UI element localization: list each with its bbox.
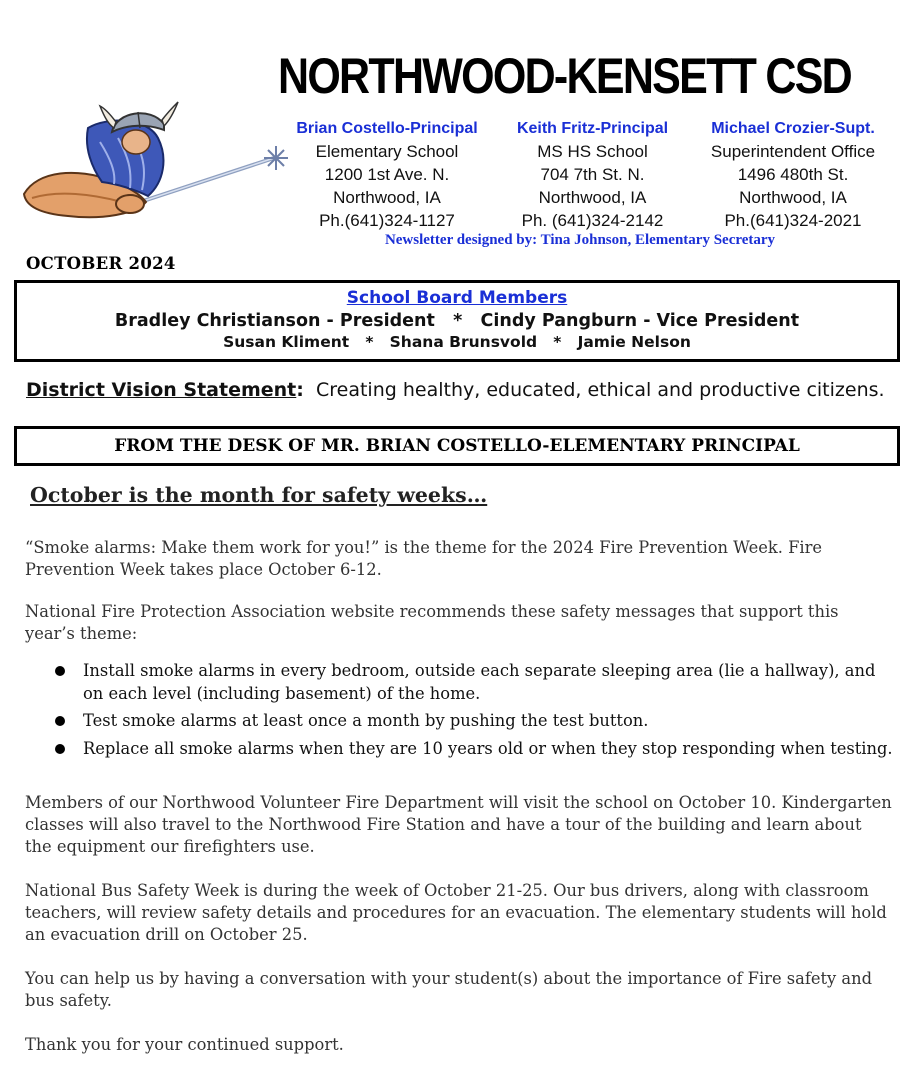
contact-office: Superintendent Office [710, 142, 876, 161]
contact-address: 1200 1st Ave. N. [324, 165, 450, 184]
contact-city: Northwood, IA [538, 188, 647, 207]
article-paragraph: Members of our Northwood Volunteer Fire Department will visit the school on October 10. Kindergarten classes will also travel to the Northwood Fire Station and have a tour of the building and learn about the equipment our firefighters use. [25, 793, 892, 856]
bullet-icon [55, 744, 65, 754]
list-item [55, 660, 900, 705]
contact-phone: Ph.(641)324-1127 [319, 211, 455, 230]
contact-city: Northwood, IA [739, 188, 847, 207]
vision-statement: District Vision Statement: Creating healthy, educated, ethical and productive citizens. [26, 379, 885, 401]
safety-tips-list [55, 660, 900, 765]
viking-mascot-icon [18, 98, 290, 228]
list-item-text: Test smoke alarms at least once a month by pushing the test button. [83, 711, 649, 730]
issue-date: OCTOBER 2024 [26, 254, 176, 273]
contact-address: 704 7th St. N. [540, 165, 645, 184]
contact-phone: Ph. (641)324-2142 [521, 211, 664, 230]
list-item-text: Replace all smoke alarms when they are 10 years old or when they stop responding when testing. [83, 738, 893, 758]
article-heading: October is the month for safety weeks… [30, 483, 488, 507]
list-item [55, 710, 900, 733]
contact-city: Northwood, IA [333, 188, 441, 207]
article-paragraph: National Bus Safety Week is during the week of October 21-25. Our bus drivers, along with classroom teachers, will review safety details and procedures for an evacuation. The elementary students will hold an evacuation drill on October 25. [25, 881, 887, 944]
article-paragraph: You can help us by having a conversation with your student(s) about the importance of Fire safety and bus safety. [25, 969, 873, 1010]
vision-text: Creating healthy, educated, ethical and productive citizens. [315, 379, 885, 401]
contact-address: 1496 480th St. [737, 165, 849, 184]
article-paragraph: “Smoke alarms: Make them work for you!” is the theme for the 2024 Fire Prevention Week. Fire Prevention Week takes place October 6-12. [25, 538, 823, 579]
bullet-icon [55, 716, 65, 726]
board-title: School Board Members [346, 288, 568, 308]
article-paragraph: National Fire Protection Association website recommends these safety messages that support this year’s theme: [25, 602, 839, 643]
contact-name: Keith Fritz-Principal [516, 120, 669, 137]
contact-elementary [282, 117, 492, 232]
desk-banner: FROM THE DESK OF MR. BRIAN COSTELLO-ELEMENTARY PRINCIPAL [14, 426, 900, 466]
article-closing: Thank you for your continued support. [25, 1035, 344, 1054]
school-board-box [14, 280, 900, 362]
list-item-text: Install smoke alarms in every bedroom, outside each separate sleeping area (lie a hallway), and on each level (including basement) of the home. [83, 661, 876, 703]
board-members: Susan Kliment * Shana Brunsvold * Jamie Nelson [223, 333, 691, 351]
contact-ms-hs [500, 117, 685, 232]
vision-label: District Vision Statement [26, 379, 297, 401]
board-officers: Bradley Christianson - President * Cindy Pangburn - Vice President [114, 311, 800, 331]
contact-phone: Ph.(641)324-2021 [724, 211, 862, 230]
list-item [55, 738, 900, 761]
page-title: NORTHWOOD-KENSETT CSD [278, 48, 852, 104]
newsletter-designer: Newsletter designed by: Tina Johnson, Elementary Secretary [384, 232, 776, 248]
contact-office: Elementary School [315, 142, 459, 161]
contact-name: Brian Costello-Principal [296, 120, 478, 137]
bullet-icon [55, 666, 65, 676]
contact-name: Michael Crozier-Supt. [711, 120, 875, 137]
contact-superintendent [693, 117, 893, 232]
contact-office: MS HS School [537, 142, 648, 161]
